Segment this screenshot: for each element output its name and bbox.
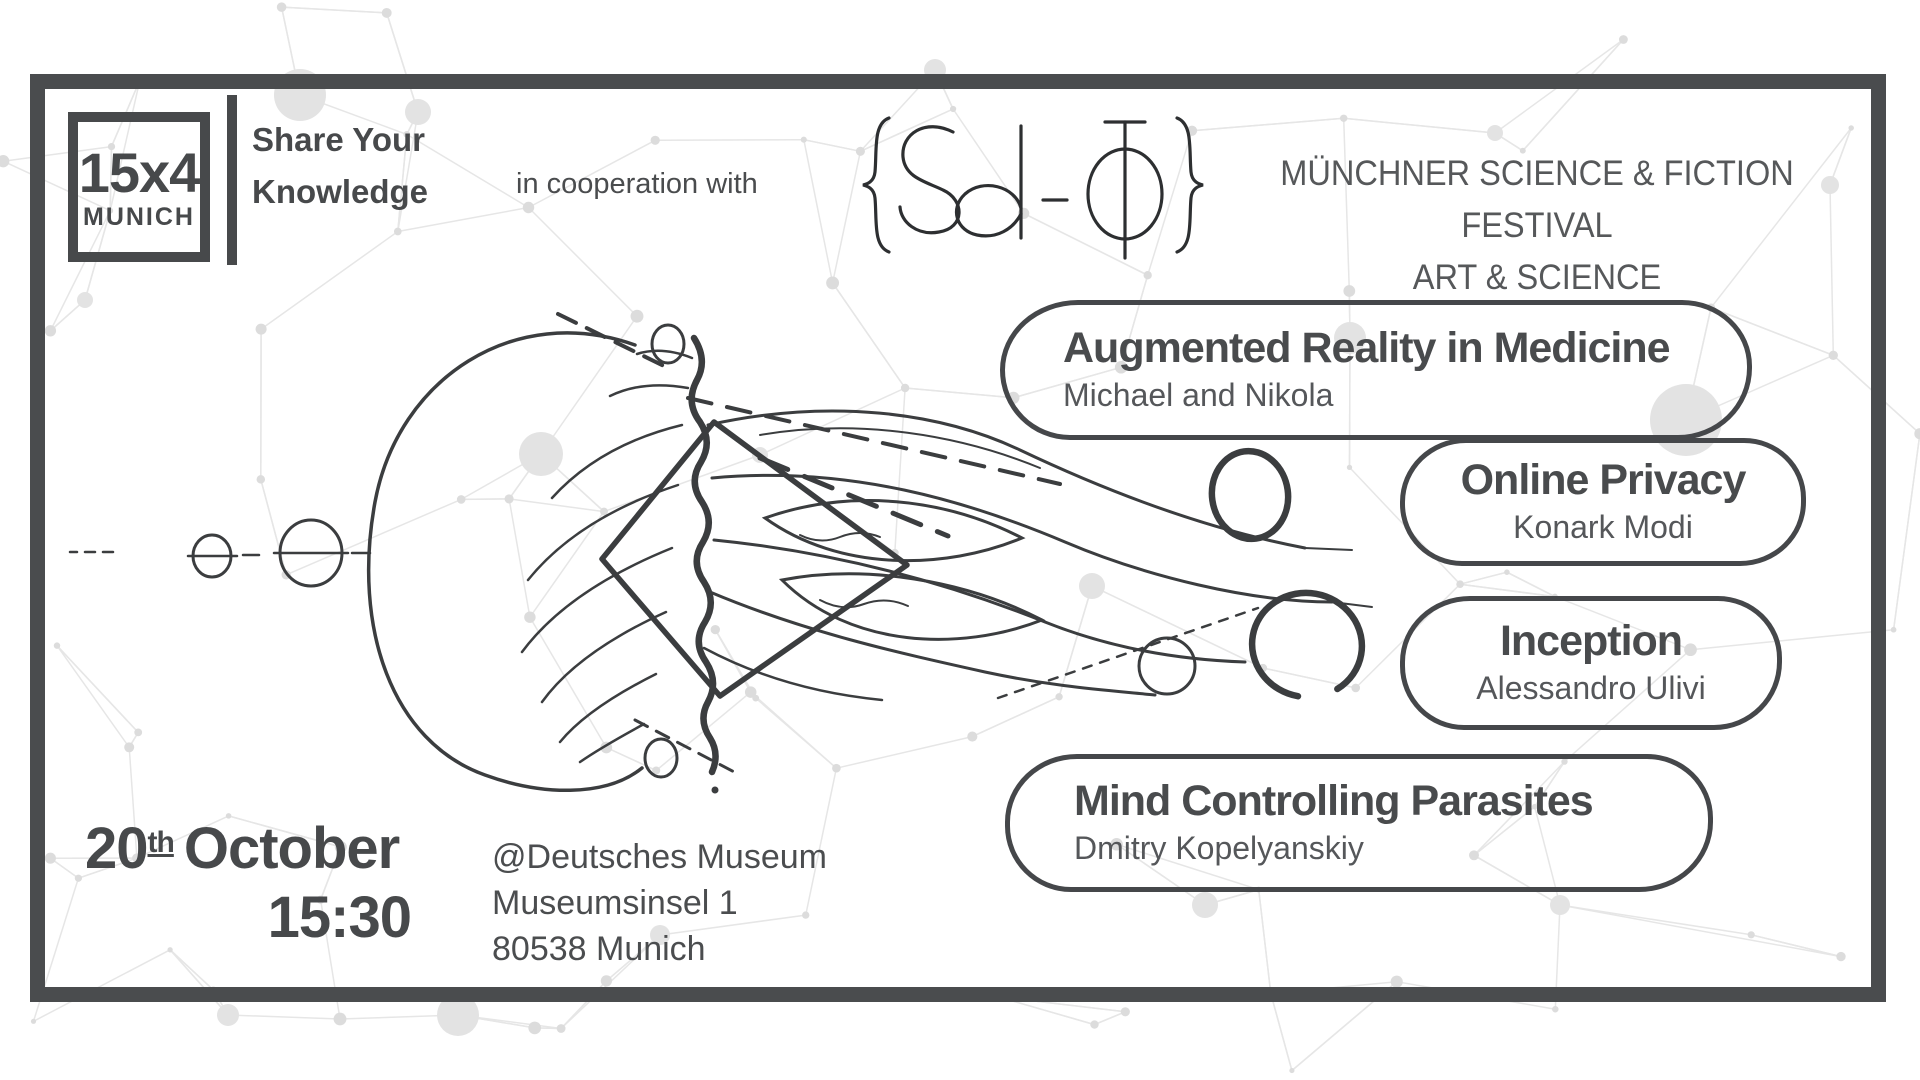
festival-line1: MÜNCHNER SCIENCE & FICTION FESTIVAL xyxy=(1280,154,1794,245)
event-day: 20 xyxy=(85,816,148,881)
talk-speaker: Dmitry Kopelyanskiy xyxy=(1074,830,1364,867)
tagline-line2: Knowledge xyxy=(252,173,429,210)
venue-line1: @Deutsches Museum xyxy=(492,838,827,876)
brand-name: 15x4 xyxy=(78,140,200,204)
venue-line3: 80538 Munich xyxy=(492,930,706,968)
talk-speaker: Michael and Nikola xyxy=(1063,377,1334,414)
event-datetime xyxy=(85,818,411,949)
talk-bubble-online-privacy xyxy=(1400,438,1806,566)
brand-divider xyxy=(227,95,237,265)
talk-title: Inception xyxy=(1499,617,1683,666)
cooperation-label: in cooperation with xyxy=(516,168,758,200)
tagline-line1: Share Your xyxy=(252,121,426,158)
talk-title: Mind Controlling Parasites xyxy=(1074,777,1593,826)
talk-bubble-augmented-reality xyxy=(1000,300,1752,440)
talk-title: Online Privacy xyxy=(1460,456,1746,505)
event-day-suffix: th xyxy=(147,826,174,859)
event-time: 15:30 xyxy=(267,884,411,950)
venue-line2: Museumsinsel 1 xyxy=(492,884,738,922)
talk-bubble-inception xyxy=(1400,596,1782,730)
event-date xyxy=(85,818,411,881)
festival-line2: ART & SCIENCE xyxy=(1412,258,1662,297)
talk-bubble-mind-controlling-parasites xyxy=(1005,754,1713,892)
festival-title xyxy=(1235,148,1840,304)
venue-address xyxy=(492,834,827,972)
curly-brace-sd-phi-logo-icon xyxy=(853,110,1215,268)
event-month: October xyxy=(183,816,400,881)
brand-logo-15x4 xyxy=(68,112,210,262)
talk-speaker: Konark Modi xyxy=(1513,509,1693,546)
talk-title: Augmented Reality in Medicine xyxy=(1063,324,1670,373)
brand-city: MUNICH xyxy=(83,202,195,231)
tagline xyxy=(252,114,428,218)
talk-speaker: Alessandro Ulivi xyxy=(1476,670,1706,707)
